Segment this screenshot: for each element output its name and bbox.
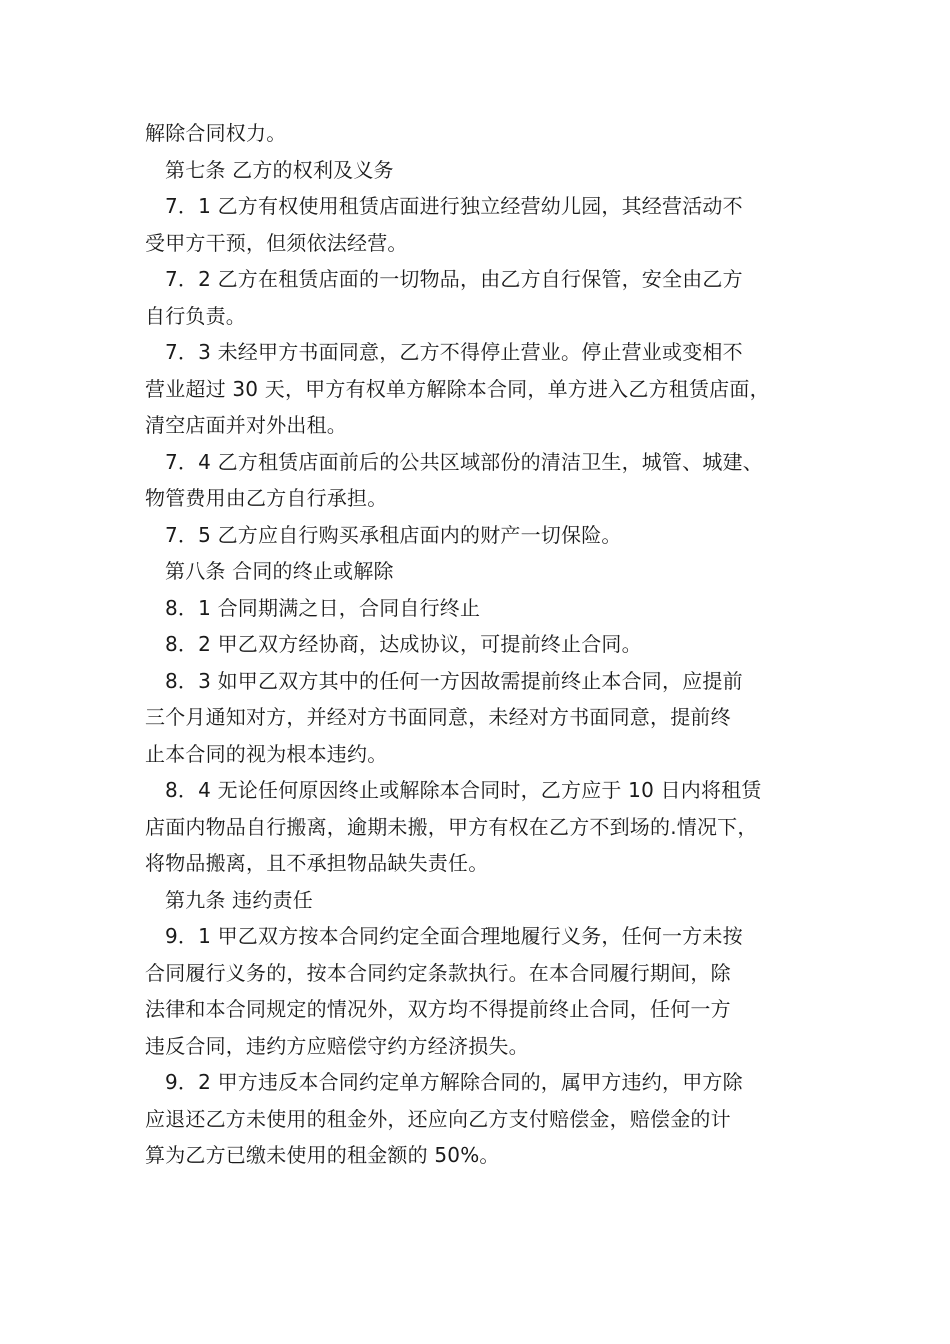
document-line: 违反合同，违约方应赔偿守约方经济损失。 [145, 1033, 529, 1058]
document-line: 清空店面并对外出租。 [145, 413, 347, 437]
document-line: 止本合同的视为根本违约。 [145, 741, 388, 766]
document-line: 8．4 无论任何原因终止或解除本合同时，乙方应于 10 日内将租赁 [165, 778, 762, 802]
document-line: 8．2 甲乙双方经协商，达成协议，可提前终止合同。 [165, 632, 642, 656]
document-line: 应退还乙方未使用的租金外，还应向乙方支付赔偿金，赔偿金的计 [145, 1106, 731, 1131]
document-line: 7．2 乙方在租赁店面的一切物品，由乙方自行保管，安全由乙方 [165, 267, 743, 291]
document-line: 营业超过 30 天，甲方有权单方解除本合同，单方进入乙方租赁店面， [145, 376, 770, 401]
document-line: 将物品搬离，且不承担物品缺失责任。 [145, 851, 489, 875]
document-line: 8．3 如甲乙双方其中的任何一方因故需提前终止本合同，应提前 [165, 668, 743, 693]
document-line: 三个月通知对方，并经对方书面同意，未经对方书面同意，提前终 [145, 705, 731, 729]
document-line: 7．3 未经甲方书面同意，乙方不得停止营业。停止营业或变相不 [165, 340, 743, 364]
document-line: 物管费用由乙方自行承担。 [145, 486, 388, 510]
document-line: 解除合同权力。 [145, 121, 287, 145]
document-line: 9．2 甲方违反本合同约定单方解除合同的，属甲方违约，甲方除 [165, 1070, 743, 1094]
document-line: 7．4 乙方租赁店面前后的公共区域部份的清洁卫生，城管、城建、 [165, 449, 764, 474]
document-body [145, 115, 825, 1174]
document-line: 受甲方干预，但须依法经营。 [145, 230, 408, 255]
document-line: 7．1 乙方有权使用租赁店面进行独立经营幼儿园，其经营活动不 [165, 194, 743, 218]
document-line: 第八条 合同的终止或解除 [165, 559, 394, 583]
document-line: 店面内物品自行搬离，逾期未搬，甲方有权在乙方不到场的.情况下， [145, 814, 758, 839]
document-line: 自行负责。 [145, 303, 246, 328]
document-line: 9．1 甲乙双方按本合同约定全面合理地履行义务，任何一方未按 [165, 924, 743, 948]
document-line: 合同履行义务的，按本合同约定条款执行。在本合同履行期间，除 [145, 960, 731, 985]
document-line: 算为乙方已缴未使用的租金额的 50%。 [145, 1143, 500, 1167]
document-line: 第九条 违约责任 [165, 887, 313, 912]
document-line: 7．5 乙方应自行购买承租店面内的财产一切保险。 [165, 522, 622, 547]
document-line: 第七条 乙方的权利及义务 [165, 157, 394, 182]
document-line: 法律和本合同规定的情况外，双方均不得提前终止合同，任何一方 [145, 997, 731, 1021]
document-line: 8．1 合同期满之日，合同自行终止 [165, 595, 481, 620]
